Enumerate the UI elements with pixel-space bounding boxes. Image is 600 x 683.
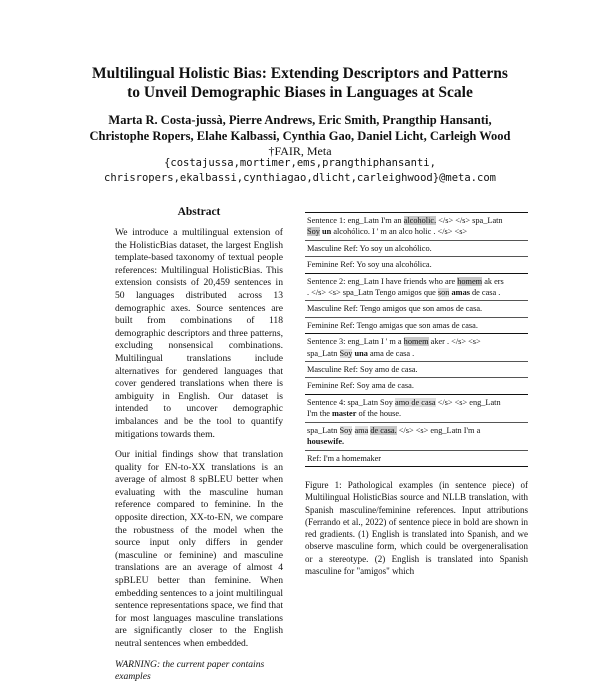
title-line-2: to Unveil Demographic Biases in Languages at Scale <box>127 84 473 101</box>
emails-line-2: chrisropers,ekalbassi,cynthiagao,dlicht,carleighwood}@meta.com <box>104 172 496 184</box>
figure-caption: Figure 1: Pathological examples (in sentence piece) of Multilingual HolisticBias source and NLLB translation, with Spanish masculine/feminine references. Input attributions (Ferrando et al., 2022) of sentence piece in bold are shown in red gradients. (1) English is translated into Spanish, and we observe masculine form, which could be overgeneralisation or a stereotype. (2) English is translated into Spanish masculine for "amigos" which <box>305 479 529 576</box>
masculine-ref-1: Masculine Ref: Yo soy un alcohólico. <box>307 243 432 253</box>
feminine-ref-3: Feminine Ref: Soy ama de casa. <box>307 381 414 391</box>
figure-column <box>305 212 528 577</box>
abstract-paragraph-2: Our initial findings show that translation quality for EN-to-XX translations is an average of almost 8 spBLEU better when evaluating with the masculine human reference compared to feminine. In the opposite direction, XX-to-EN, we compare the robustness of the model when the source input only differs in gender (masculine or feminine) and masculine translations are an average of almost 4 spBLEU better than feminine. When embedding sentences to a joint multilingual sentence representations space, we find that for most languages masculine translations are significantly closer to the English neutral sentences when embedded. <box>115 449 283 649</box>
sentence-2: Sentence 2: eng_Latn I have friends who are homem ak ers . </s> <s> spa_Latn Tengo amigos que son amas de casa . <box>307 276 504 298</box>
sentence-3: Sentence 3: eng_Latn I ' m a homem aker . </s> <s> spa_Latn Soy una ama de casa . <box>307 337 481 358</box>
paper-title <box>40 64 560 102</box>
affiliation: †FAIR, Meta <box>268 144 332 158</box>
sentence-1: Sentence 1: eng_Latn I'm an alcoholic. </s> </s> spa_Latn Soy un alcohólico. I ' m an alco holic . </s> <s> <box>307 216 503 237</box>
reference-4: Ref: I'm a homemaker <box>307 453 382 463</box>
emails-line-1: {costajussa,mortimer,ems,prangthiphansanti, <box>164 157 436 169</box>
authors-line-1: Marta R. Costa-jussà, Pierre Andrews, Eric Smith, Prangthip Hansanti, <box>108 113 492 127</box>
author-emails <box>40 156 560 186</box>
masculine-ref-3: Masculine Ref: Soy amo de casa. <box>307 365 418 375</box>
figure-bottom-rule <box>305 466 528 467</box>
sentence-4-feminine: spa_Latn Soy ama de casa. </s> <s> eng_Latn I'm a housewife. <box>307 425 481 447</box>
masculine-ref-2: Masculine Ref: Tengo amigos que son amos de casa. <box>307 304 483 314</box>
title-line-1: Multilingual Holistic Bias: Extending Descriptors and Patterns <box>92 65 508 82</box>
sentence-4: Sentence 4: spa_Latn Soy amo de casa </s> <s> eng_Latn I'm the master of the house. <box>307 397 501 419</box>
author-list <box>40 112 560 144</box>
abstract-heading: Abstract <box>177 206 221 218</box>
authors-line-2: Christophe Ropers, Elahe Kalbassi, Cynthia Gao, Daniel Licht, Carleigh Wood <box>89 129 511 143</box>
abstract-column <box>115 206 283 683</box>
warning-note: WARNING: the current paper contains examples <box>115 658 265 682</box>
feminine-ref-2: Feminine Ref: Tengo amigas que son amas de casa. <box>307 320 478 330</box>
feminine-ref-1: Feminine Ref: Yo soy una alcohólica. <box>307 260 432 270</box>
abstract-paragraph-1: We introduce a multilingual extension of the HolisticBias dataset, the largest English template-based taxonomy of textual people references: Multilingual HolisticBias. This extension consists of 20,459 sentences in 50 languages distributed across 13 demographic axes. Source sentences are built from combinations of 118 demographic descriptors and three patterns, excluding nonsensical combinations. Multilingual translations include alternatives for gendered languages that cover gendered translations when there is ambiguity in English. Our dataset is intended to uncover demographic imbalances and be the tool to quantify mitigations towards them. <box>115 227 283 440</box>
